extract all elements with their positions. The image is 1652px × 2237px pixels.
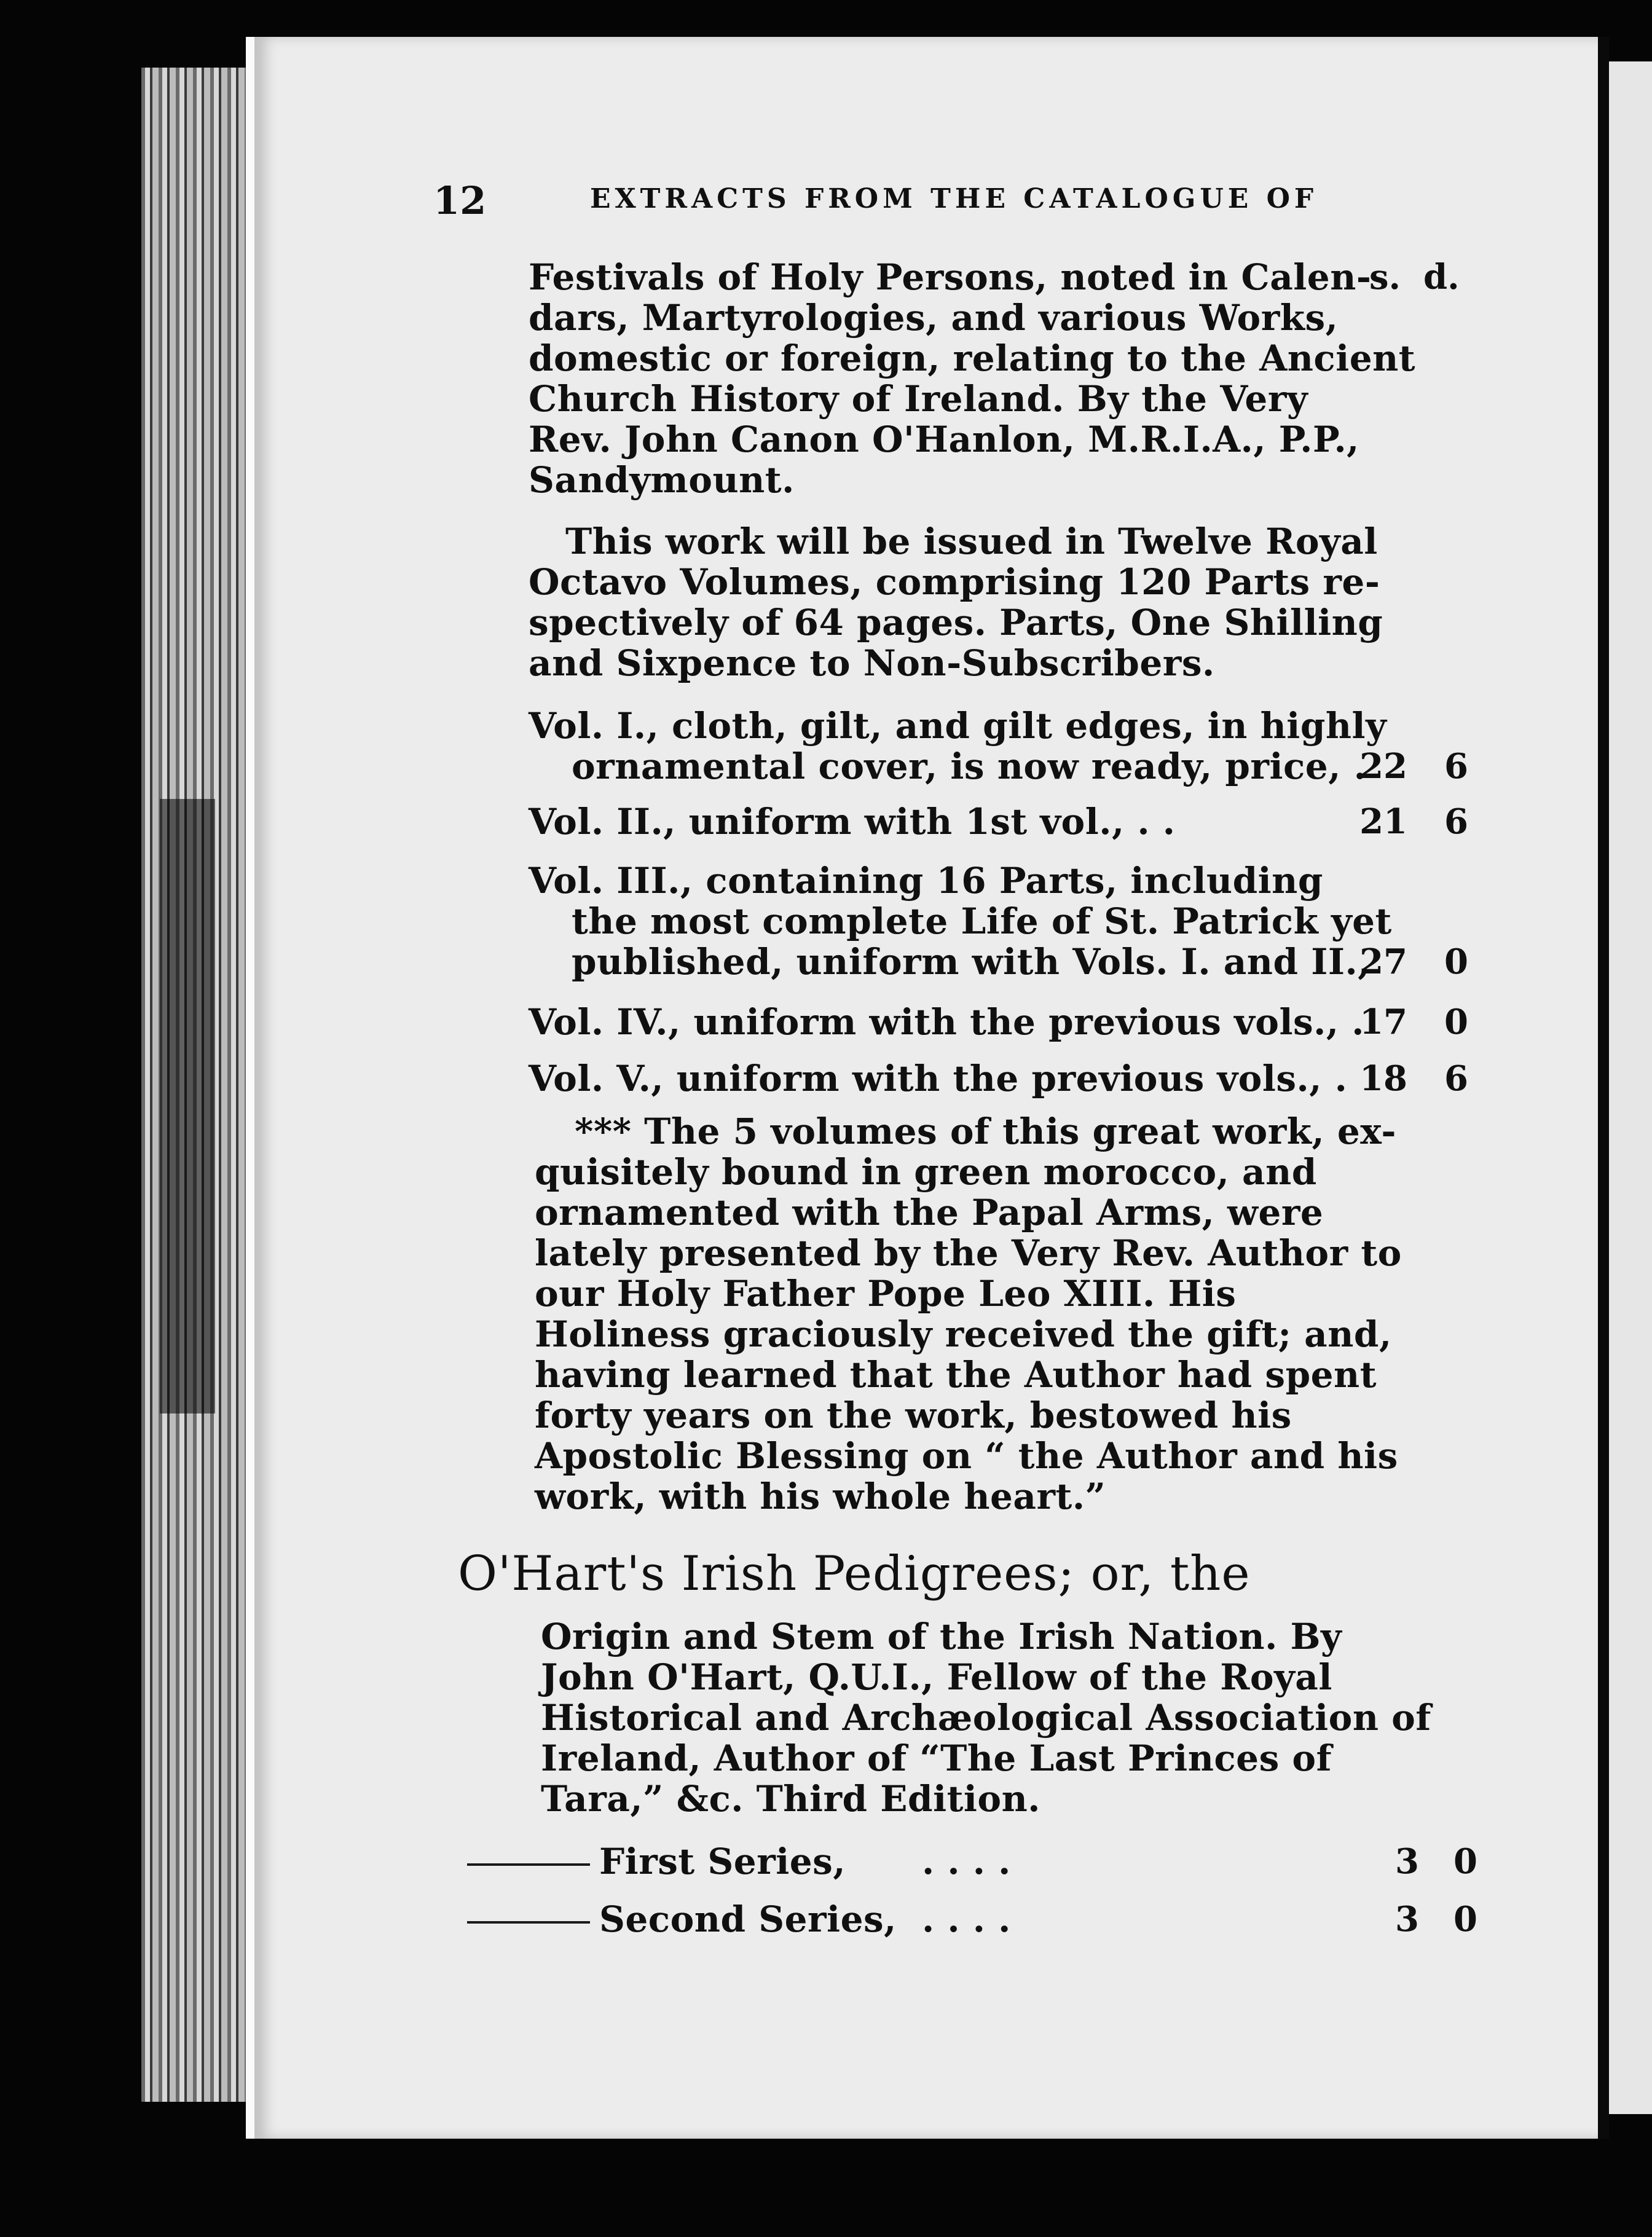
entry-line: Rev. John Canon O'Hanlon, M.R.I.A., P.P.,	[529, 419, 1359, 460]
note-line: Octavo Volumes, comprising 120 Parts re-	[529, 561, 1380, 603]
price-pence: 6	[1444, 746, 1468, 787]
note-line: *** The 5 volumes of this great work, ex-	[575, 1111, 1396, 1152]
note-line: forty years on the work, bestowed his	[535, 1394, 1292, 1436]
entry-line: domestic or foreign, relating to the Ancient	[529, 337, 1416, 379]
entry-title: O'Hart's Irish Pedigrees; or, the	[458, 1546, 1251, 1602]
note-line: quisitely bound in green morocco, and	[535, 1151, 1317, 1193]
price-shillings: 17	[1359, 1002, 1407, 1042]
leader-dots: . . . .	[922, 1841, 1011, 1882]
entry-line: Church History of Ireland. By the Very	[529, 378, 1308, 420]
page-number: 12	[433, 178, 487, 223]
price-shillings: 21	[1359, 801, 1407, 842]
note-line: work, with his whole heart.”	[535, 1476, 1106, 1517]
note-line: Holiness graciously received the gift; and,	[535, 1313, 1392, 1355]
entry-line: Tara,” &c. Third Edition.	[541, 1778, 1040, 1820]
entry-line: Sandymount.	[529, 459, 795, 501]
gutter	[1598, 37, 1609, 2139]
volume-line: Vol. I., cloth, gilt, and gilt edges, in highly	[529, 705, 1387, 747]
price-pence: 0	[1453, 1899, 1477, 1940]
price-pence: 6	[1444, 801, 1468, 842]
entry-line: Origin and Stem of the Irish Nation. By	[541, 1616, 1342, 1657]
entry-line: John O'Hart, Q.U.I., Fellow of the Royal	[541, 1656, 1332, 1698]
price-pence: 0	[1453, 1841, 1477, 1882]
price-shillings: 27	[1359, 942, 1407, 982]
series-label: Second Series,	[599, 1898, 897, 1940]
dash-rule	[467, 1921, 590, 1924]
note-line: ornamented with the Papal Arms, were	[535, 1192, 1324, 1233]
leader-dots: . . . .	[922, 1898, 1011, 1940]
note-line: Apostolic Blessing on “ the Author and his	[535, 1435, 1398, 1477]
entry-line: Ireland, Author of “The Last Princes of	[541, 1737, 1332, 1779]
volume-line: Vol. V., uniform with the previous vols., .	[529, 1058, 1348, 1099]
note-line: having learned that the Author had spent	[535, 1354, 1377, 1396]
price-shillings: 3	[1395, 1899, 1419, 1940]
column-head-shillings: s.	[1369, 257, 1401, 297]
note-line: This work will be issued in Twelve Royal	[565, 521, 1378, 562]
volume-line: published, uniform with Vols. I. and II.,	[572, 941, 1371, 983]
facing-page-edge	[1609, 61, 1652, 2114]
note-line: spectively of 64 pages. Parts, One Shilling	[529, 602, 1383, 643]
entry-line: Festivals of Holy Persons, noted in Calen-	[529, 256, 1372, 298]
price-shillings: 3	[1395, 1841, 1419, 1882]
price-pence: 0	[1444, 1002, 1468, 1042]
price-pence: 6	[1444, 1058, 1468, 1099]
column-head-pence: d.	[1423, 257, 1460, 297]
price-pence: 0	[1444, 942, 1468, 982]
running-head: EXTRACTS FROM THE CATALOGUE OF	[590, 183, 1318, 214]
price-shillings: 22	[1359, 746, 1407, 787]
volume-line: Vol. IV., uniform with the previous vols., .	[529, 1001, 1364, 1043]
volume-line: ornamental cover, is now ready, price, .	[572, 745, 1367, 787]
volume-line: Vol. II., uniform with 1st vol., . .	[529, 801, 1176, 843]
volume-line: Vol. III., containing 16 Parts, including	[529, 860, 1323, 902]
note-line: and Sixpence to Non-Subscribers.	[529, 642, 1215, 684]
price-shillings: 18	[1359, 1058, 1407, 1099]
volume-line: the most complete Life of St. Patrick yet	[572, 900, 1392, 942]
note-line: our Holy Father Pope Leo XIII. His	[535, 1273, 1237, 1315]
entry-line: Historical and Archæological Association of	[541, 1697, 1431, 1739]
dash-rule	[467, 1863, 590, 1866]
note-line: lately presented by the Very Rev. Author to	[535, 1232, 1402, 1274]
series-label: First Series,	[599, 1841, 846, 1882]
entry-line: dars, Martyrologies, and various Works,	[529, 297, 1339, 339]
page-block-shadow	[160, 799, 215, 1413]
